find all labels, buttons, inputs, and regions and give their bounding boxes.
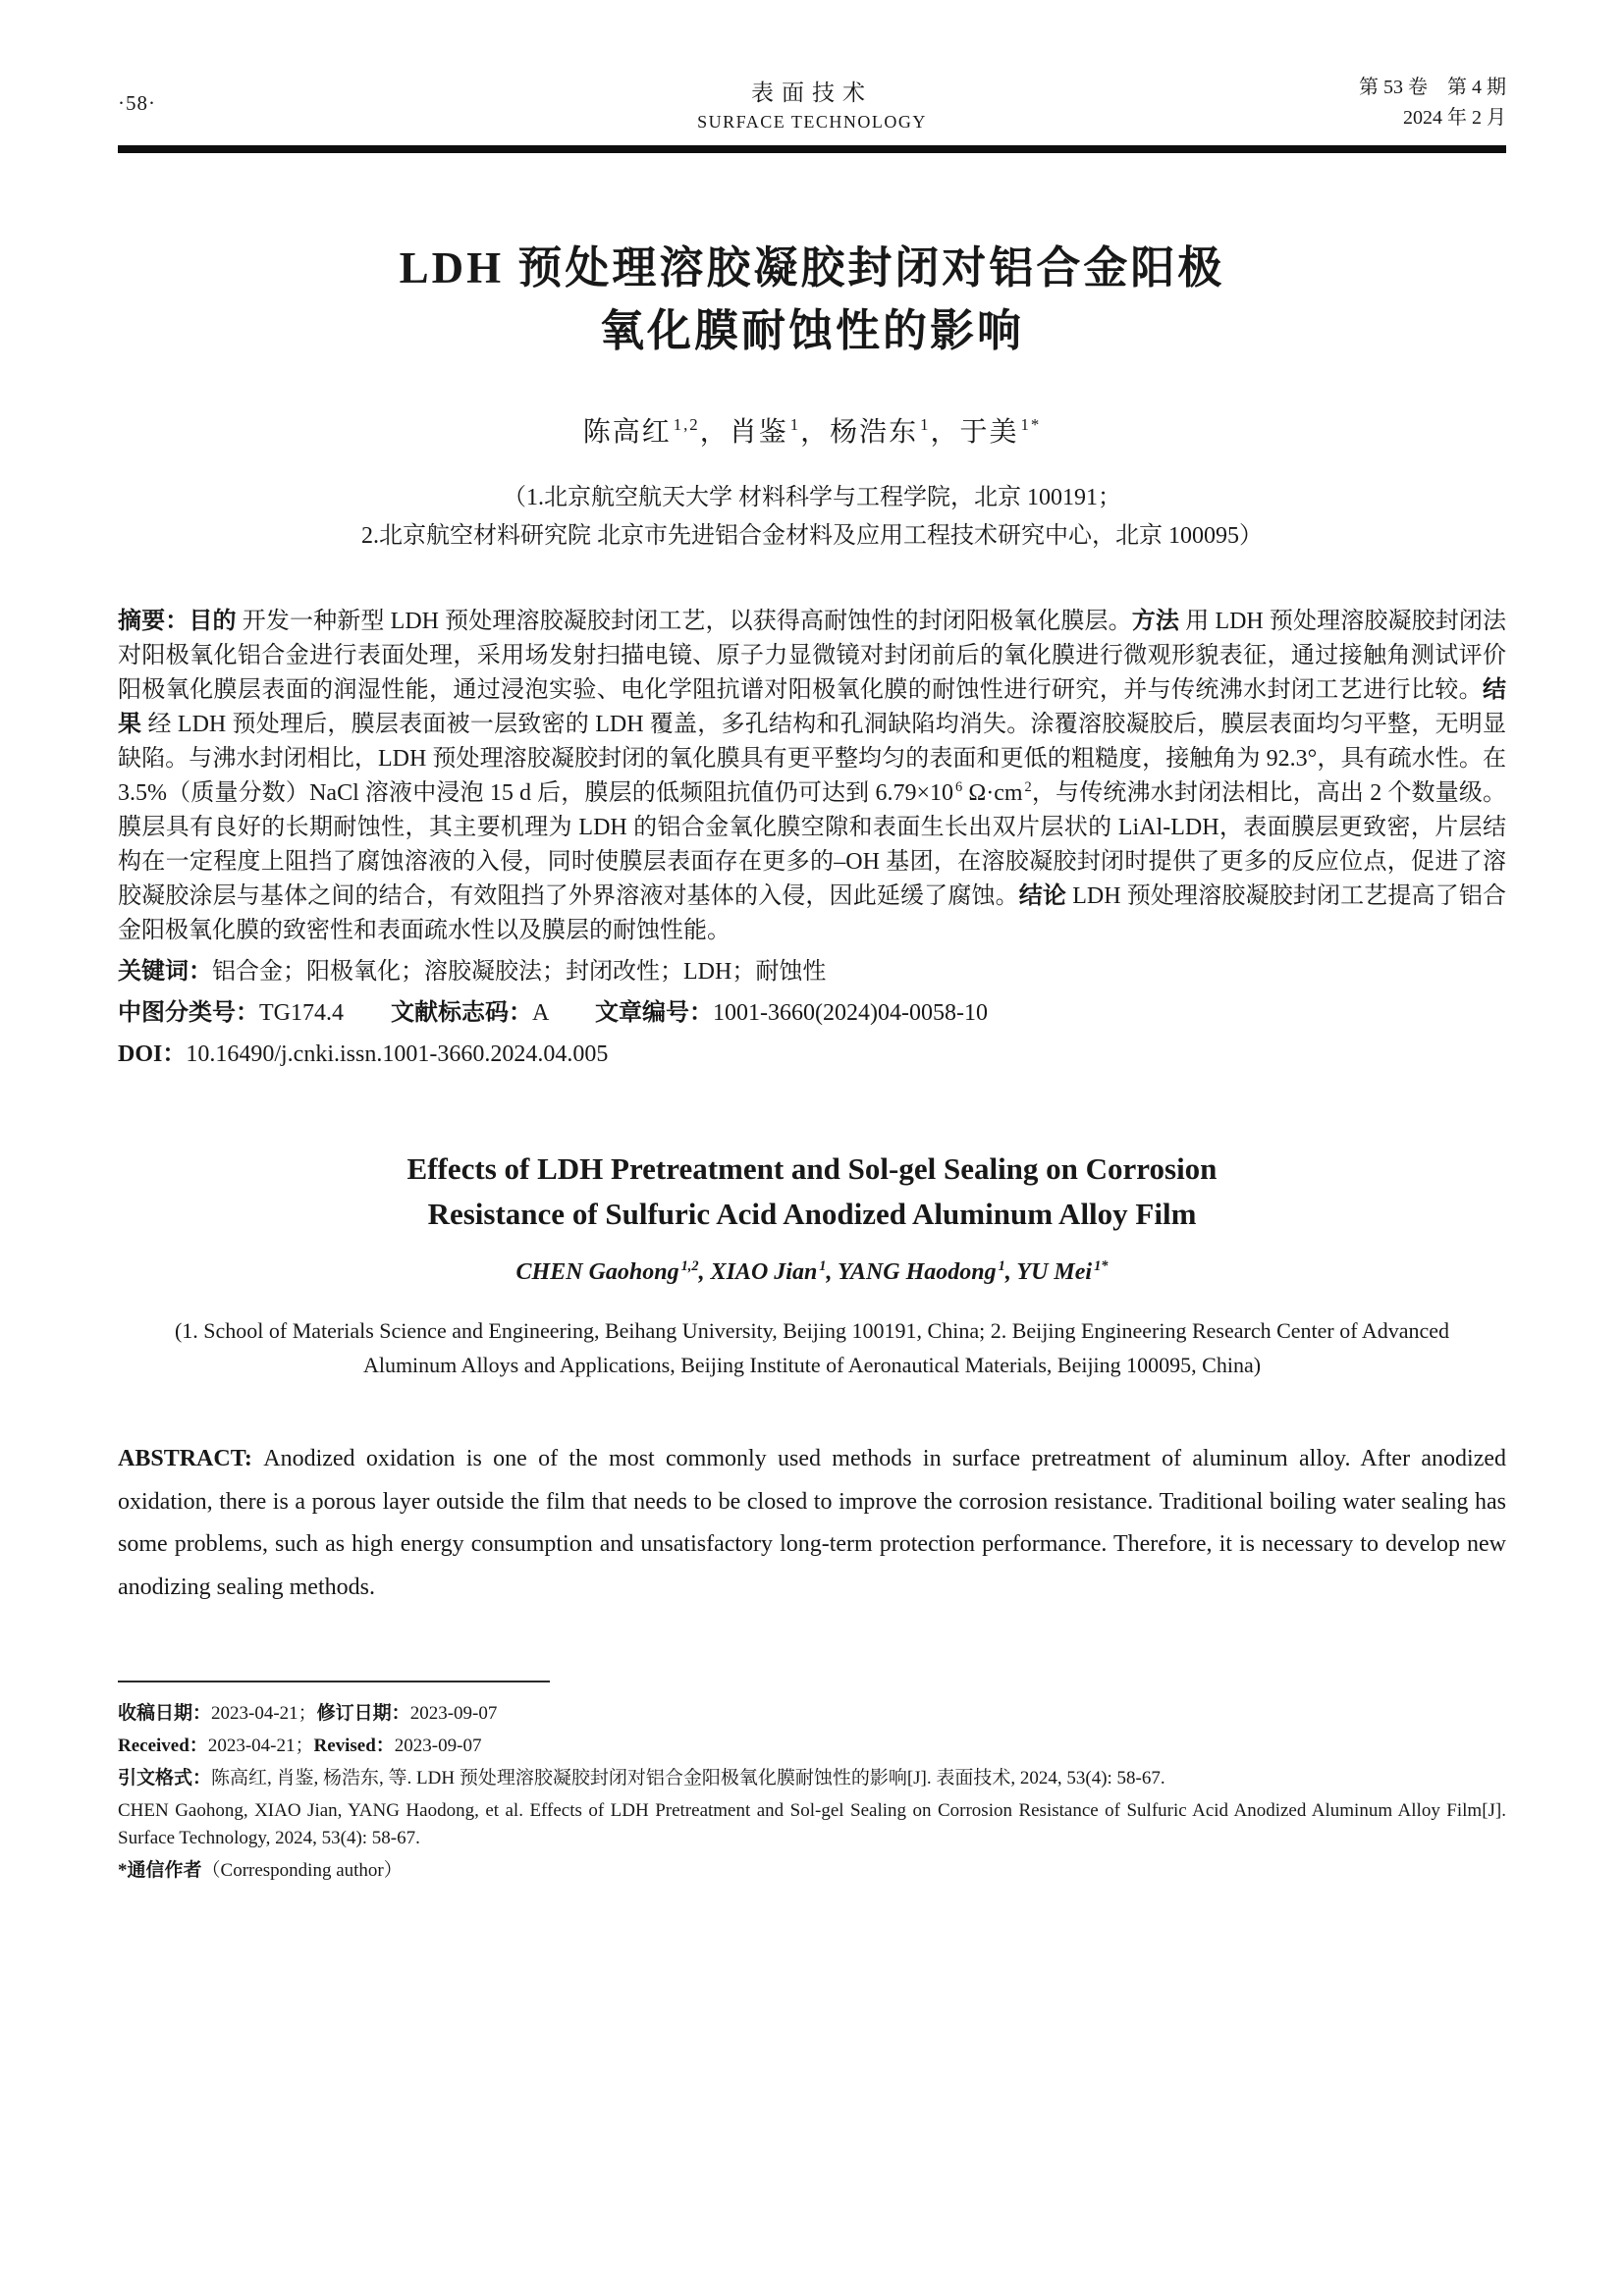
article-title-en	[118, 1147, 1506, 1237]
volume-issue: 第 53 卷 第 4 期	[1359, 77, 1506, 98]
header-rule	[118, 145, 1506, 153]
affiliation-cn-line2: 2.北京航空材料研究院 北京市先进铝合金材料及应用工程技术研究中心，北京 100095）	[361, 522, 1263, 549]
journal-name-en: SURFACE TECHNOLOGY	[697, 111, 927, 132]
running-head	[118, 73, 1506, 153]
affiliation-cn-line1: （1.北京航空航天大学 材料科学与工程学院，北京 100191；	[503, 484, 1121, 510]
received-dates-cn: 收稿日期：2023-04-21；修订日期：2023-09-07	[118, 1702, 498, 1724]
doi-line: DOI：10.16490/j.cnki.issn.1001-3660.2024.04.005	[118, 1041, 609, 1067]
page-number: ·58·	[118, 90, 156, 115]
journal-name-cn: 表面技术	[750, 80, 873, 105]
affiliations-cn	[118, 479, 1506, 556]
article-title-en-line2: Resistance of Sulfuric Acid Anodized Aluminum Alloy Film	[427, 1196, 1197, 1231]
issue-info	[927, 73, 1506, 133]
footnote-rule	[118, 1681, 550, 1682]
abstract-en: ABSTRACT: Anodized oxidation is one of the most commonly used methods in surface pretreatment of aluminum alloy. After anodized oxidation, there is a porous layer outside the film that needs to be closed to improve the corrosion resistance. Traditional boiling water sealing has some problems, such as high energy consumption and unsatisfactory long-term protection performance. Therefore, it is necessary to develop new anodizing sealing methods.	[118, 1445, 1507, 1600]
journal-name	[697, 75, 927, 133]
article-title-cn-line2: 氧化膜耐蚀性的影响	[599, 305, 1024, 355]
article-title-cn-line1: LDH 预处理溶胶凝胶封闭对铝合金阳极	[399, 243, 1225, 293]
clc-line: 中图分类号：TG174.4 文献标志码：A 文章编号：1001-3660(2024)04-0058-10	[118, 999, 988, 1026]
article-title-en-line1: Effects of LDH Pretreatment and Sol-gel Sealing on Corrosion	[406, 1150, 1218, 1186]
abstract-cn: 摘要：目的 开发一种新型 LDH 预处理溶胶凝胶封闭工艺，以获得高耐蚀性的封闭阳极氧化膜层。方法 用 LDH 预处理溶胶凝胶封闭法对阳极氧化铝合金进行表面处理，采用场发射扫描电镜、原子力显微镜对封闭前后的氧化膜进行微观形貌表征，通过接触角测试评价阳极氧化膜层表面的润湿性能，通过浸泡实验、电化学阻抗谱对阳极氧化膜的耐蚀性进行研究，并与传统沸水封闭工艺进行比较。结果 经 LDH 预处理后，膜层表面被一层致密的 LDH 覆盖，多孔结构和孔洞缺陷均消失。涂覆溶胶凝胶后，膜层表面均匀平整，无明显缺陷。与沸水封闭相比，LDH 预处理溶胶凝胶封闭的氧化膜具有更平整均匀的表面和更低的粗糙度，接触角为 92.3°，具有疏水性。在 3.5%（质量分数）NaCl 溶液中浸泡 15 d 后，膜层的低频阻抗值仍可达到 6.79×10 $^6$ Ω·cm $^2$，与传统沸水封闭法相比，高出 2 个数量级。膜层具有良好的长期耐蚀性，其主要机理为 LDH 的铝合金氧化膜空隙和表面生长出双片层状的 LiAl-LDH，表面膜层更致密，片层结构在一定程度上阻挡了腐蚀溶液的入侵，同时使膜层表面存在更多的–OH 基团，在溶胶凝胶封闭时提供了更多的反应位点，促进了溶胶凝胶涂层与基体之间的结合，有效阻挡了外界溶液对基体的入侵，因此延缓了腐蚀。结论 LDH 预处理溶胶凝胶封闭工艺提高了铝合金阳极氧化膜的致密性和表面疏水性以及膜层的耐蚀性能。	[118, 608, 1507, 943]
issue-date: 2024 年 2 月	[1403, 107, 1506, 129]
authors-en: CHEN Gaohong $^{1,2}$, XIAO Jian $^1$, YANG Haodong $^1$, YU Mei $^{1*}$	[515, 1257, 1109, 1285]
citation-format-en: CHEN Gaohong, XIAO Jian, YANG Haodong, et al. Effects of LDH Pretreatment and Sol-gel Sealing on Corrosion Resistance of Sulfuric Acid Anodized Aluminum Alloy Film[J]. Surface Technology, 2024, 53(4): 58-67.	[118, 1799, 1506, 1849]
affiliations-en: (1. School of Materials Science and Engineering, Beihang University, Beijing 100191, China; 2. Beijing Engineering Research Center of Advanced Aluminum Alloys and Applications, Beijing Institute of Aeronautical Materials, Beijing 100095, China)	[174, 1317, 1450, 1378]
corresponding-author-note: *通信作者（Corresponding author）	[118, 1860, 403, 1882]
running-head-row	[118, 73, 1506, 133]
authors-cn: 陈高红 $^{1,2}$，肖鉴 $^1$，杨浩东 $^1$，于美 $^{1*}$	[582, 415, 1042, 448]
article-title-cn	[118, 238, 1506, 363]
citation-format-cn: 引文格式：陈高红, 肖鉴, 杨浩东, 等. LDH 预处理溶胶凝胶封闭对铝合金阳极氧化膜耐蚀性的影响[J]. 表面技术, 2024, 53(4): 58-67.	[118, 1767, 1165, 1789]
received-dates-en: Received：2023-04-21；Revised：2023-09-07	[118, 1735, 482, 1756]
keywords-line: 关键词：铝合金；阳极氧化；溶胶凝胶法；封闭改性；LDH；耐蚀性	[118, 958, 827, 985]
footnote-block	[118, 1681, 1506, 1886]
